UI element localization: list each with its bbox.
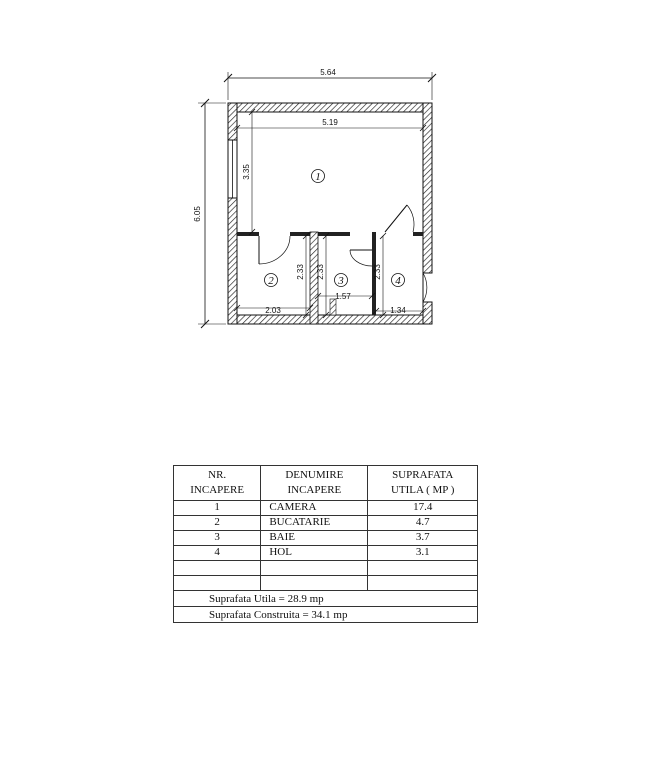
- room2-width-label: 2.03: [265, 306, 281, 315]
- dimension-room3-width: [315, 292, 375, 301]
- svg-text:1: 1: [315, 171, 321, 183]
- header-room-name: DENUMIRE INCAPERE: [261, 466, 368, 501]
- room-number-3: [335, 274, 348, 288]
- table-row: 2 BUCATARIE 4.7: [174, 516, 478, 531]
- room-number-4: [392, 274, 405, 288]
- summary-useful-area-row: [174, 591, 478, 607]
- svg-text:2: 2: [268, 275, 274, 287]
- room-area-table: [173, 465, 478, 623]
- header-room-number: NR. INCAPERE: [174, 466, 261, 501]
- door-kitchen: [259, 236, 290, 264]
- room1-height-label: 3.35: [242, 164, 251, 180]
- room-number-1: [312, 170, 325, 184]
- dimension-room2-width: [234, 305, 313, 315]
- exterior-walls: [228, 103, 432, 324]
- svg-text:4: 4: [395, 275, 401, 287]
- svg-text:3: 3: [338, 275, 344, 287]
- room1-width-label: 5.19: [322, 118, 338, 127]
- room4-width-label: 1.34: [390, 306, 406, 315]
- summary-useful-area: Suprafata Utila = 28.9 mp: [174, 591, 478, 607]
- room-number-2: [265, 274, 278, 288]
- table-row: 1 CAMERA 17.4: [174, 501, 478, 516]
- door-room: [385, 205, 414, 232]
- overall-width-label: 5.64: [320, 68, 336, 77]
- room2-height-label: 2.33: [296, 264, 305, 280]
- room4-height-label: 2.33: [373, 264, 382, 280]
- table-header-row: [174, 466, 478, 501]
- door-entrance: [423, 273, 427, 302]
- window-left: [228, 140, 237, 198]
- dimension-room4-width: [373, 306, 426, 315]
- room3-width-label: 1.57: [335, 292, 351, 301]
- dimension-overall-height: [193, 99, 226, 328]
- room3-height-label: 2.33: [316, 264, 325, 280]
- overall-height-label: 6.05: [193, 206, 202, 222]
- table-row-empty: [174, 561, 478, 576]
- table-row: 4 HOL 3.1: [174, 546, 478, 561]
- dimension-overall-width: [224, 68, 436, 100]
- table-row-empty: [174, 576, 478, 591]
- table-row: 3 BAIE 3.7: [174, 531, 478, 546]
- summary-built-area-row: [174, 607, 478, 623]
- dimension-room1-width: [234, 118, 426, 131]
- door-bathroom: [350, 250, 372, 266]
- summary-built-area: Suprafata Construita = 34.1 mp: [174, 607, 478, 623]
- dimension-room2-height: [296, 233, 309, 318]
- header-useful-area: SUPRAFATA UTILA ( MP ): [368, 466, 478, 501]
